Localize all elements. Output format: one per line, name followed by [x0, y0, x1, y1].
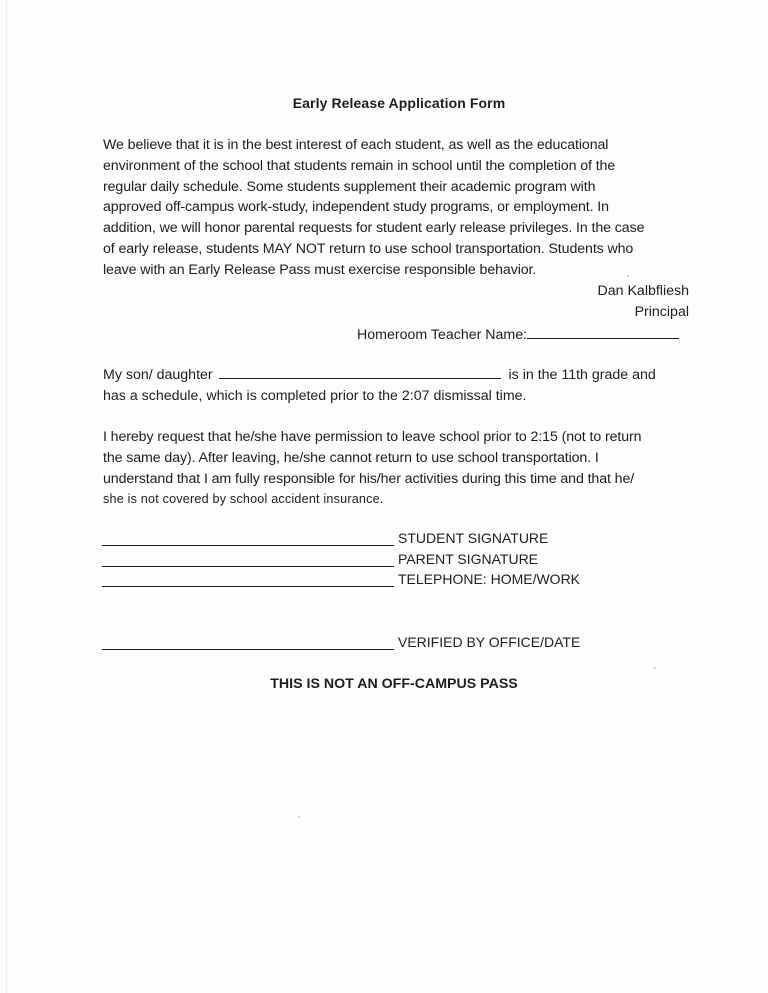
telephone-row — [102, 571, 580, 587]
form-title: Early Release Application Form — [292, 95, 506, 111]
intro-line: environment of the school that students remain in school until the completion of the — [103, 157, 616, 174]
intro-line: We believe that it is in the best interest of each student, as well as the educational — [103, 137, 609, 153]
son-suffix: is in the 11th grade and — [508, 367, 656, 383]
schedule-line: has a schedule, which is completed prior to the 2:07 dismissal time. — [103, 387, 527, 404]
student-statement — [103, 364, 703, 407]
homeroom-teacher-label: Homeroom Teacher Name: — [357, 327, 528, 343]
request-line: the same day). After leaving, he/she cannot return to use school transportation. I — [103, 449, 599, 466]
intro-paragraph — [103, 135, 693, 281]
verified-field[interactable] — [102, 635, 394, 650]
scan-speck — [298, 816, 300, 818]
intro-line: regular daily schedule. Some students supplement their academic program with — [103, 178, 596, 195]
intro-line: addition, we will honor parental requests for student early release privileges. In the case — [103, 220, 645, 237]
student-signature-label: STUDENT SIGNATURE — [398, 530, 549, 546]
student-name-field[interactable] — [219, 364, 501, 379]
parent-signature-row — [102, 551, 538, 567]
principal-signoff — [598, 281, 690, 323]
telephone-field[interactable] — [102, 572, 394, 587]
parent-signature-label: PARENT SIGNATURE — [398, 551, 539, 567]
verified-row — [102, 634, 580, 650]
student-signature-field[interactable] — [102, 531, 394, 546]
student-signature-row — [102, 530, 548, 546]
scan-speck — [654, 667, 656, 669]
intro-line: approved off-campus work-study, independent study programs, or employment. In — [103, 199, 609, 216]
scan-speck — [627, 275, 629, 277]
intro-line: of early release, students MAY NOT return to use school transportation. Students who — [103, 240, 634, 257]
student-name-line — [103, 364, 703, 386]
footer-notice: THIS IS NOT AN OFF-CAMPUS PASS — [270, 676, 518, 692]
request-line: understand that I am fully responsible for his/her activities during this time and that he/ — [103, 470, 635, 487]
son-prefix: My son/ daughter — [103, 367, 213, 383]
telephone-label: TELEPHONE: HOME/WORK — [398, 571, 581, 587]
verified-label: VERIFIED BY OFFICE/DATE — [398, 634, 581, 650]
scan-edge — [6, 0, 7, 993]
parent-signature-field[interactable] — [102, 552, 394, 567]
request-line: I hereby request that he/she have permission to leave school prior to 2:15 (not to return — [103, 429, 642, 445]
homeroom-teacher-field[interactable] — [527, 324, 679, 339]
request-line: she is not covered by school accident insurance. — [103, 492, 384, 507]
request-paragraph — [103, 427, 703, 510]
intro-line: leave with an Early Release Pass must exercise responsible behavior. — [103, 261, 537, 278]
homeroom-teacher-row — [357, 324, 679, 343]
principal-title: Principal — [634, 303, 689, 320]
principal-name: Dan Kalbfliesh — [597, 283, 689, 299]
